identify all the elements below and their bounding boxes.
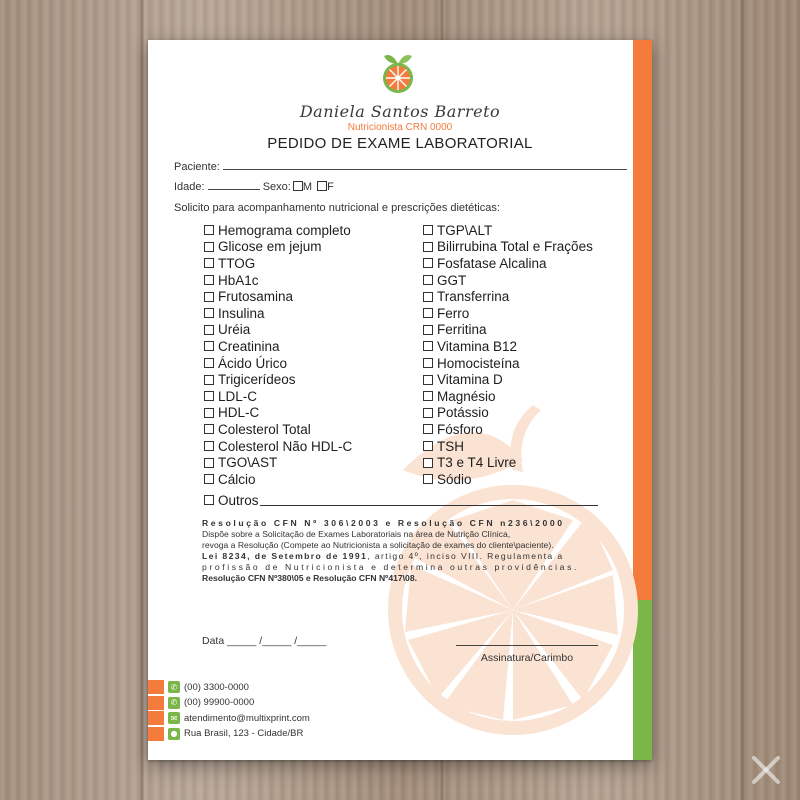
exam-label: Bilirrubina Total e Frações: [437, 239, 593, 255]
exam-checkbox[interactable]: [204, 292, 214, 302]
exam-label: Fósforo: [437, 421, 483, 437]
signature-line[interactable]: [456, 645, 598, 646]
exam-checkbox[interactable]: [423, 358, 433, 368]
contact-text: atendimento@multixprint.com: [184, 712, 310, 724]
exam-item[interactable]: [423, 388, 593, 405]
whatsapp-icon: ✆: [168, 697, 180, 709]
exam-item[interactable]: [204, 272, 352, 289]
contact-accent-block: [148, 696, 164, 710]
exam-item[interactable]: [204, 388, 352, 405]
contact-item[interactable]: [148, 727, 303, 741]
exam-checkbox[interactable]: [423, 341, 433, 351]
exam-item[interactable]: [204, 454, 352, 471]
exam-checkbox[interactable]: [204, 495, 214, 505]
exam-label: Transferrina: [437, 289, 510, 305]
exam-label: Trigicerídeos: [218, 372, 296, 388]
exam-label: Outros: [218, 492, 259, 508]
law-text: , artigo 4º, inciso VIII. Regulamenta a: [367, 551, 564, 561]
outros-input-line[interactable]: [260, 494, 598, 506]
exam-label: HbA1c: [218, 272, 259, 288]
request-intro: Solicito para acompanhamento nutricional e prescrições dietéticas:: [174, 202, 500, 214]
resolution-line: Resolução CFN Nº 306\2003 e Resolução CFN n236\2000: [202, 518, 565, 528]
exam-item[interactable]: [204, 405, 352, 422]
exam-list-right: [423, 222, 593, 488]
exam-label: TGP\ALT: [437, 222, 493, 238]
exam-checkbox[interactable]: [204, 474, 214, 484]
resolution-line: profissão de Nutricionista e determina outras providências.: [202, 562, 579, 572]
sex-f-checkbox[interactable]: [317, 181, 327, 191]
contact-item[interactable]: [148, 711, 310, 725]
prescription-sheet: [148, 40, 652, 760]
contact-item[interactable]: [148, 680, 249, 694]
exam-checkbox[interactable]: [423, 225, 433, 235]
patient-field[interactable]: [174, 160, 627, 173]
phone-icon: ✆: [168, 681, 180, 693]
age-label: Idade:: [174, 181, 205, 193]
exam-label: Homocisteína: [437, 355, 520, 371]
exam-label: T3 e T4 Livre: [437, 455, 517, 471]
exam-label: Magnésio: [437, 388, 496, 404]
exam-item[interactable]: [423, 272, 593, 289]
contact-accent-block: [148, 680, 164, 694]
resolution-line: [202, 551, 602, 562]
resolution-line: Resolução CFN Nº380\05 e Resolução CFN Nº417\08.: [202, 573, 417, 583]
exam-item[interactable]: [423, 454, 593, 471]
exam-checkbox[interactable]: [204, 242, 214, 252]
exam-label: Creatinina: [218, 338, 280, 354]
exam-item-outros[interactable]: [204, 492, 598, 509]
exam-checkbox[interactable]: [423, 391, 433, 401]
exam-checkbox[interactable]: [204, 424, 214, 434]
date-field[interactable]: Data _____ /_____ /_____: [202, 635, 327, 647]
exam-item[interactable]: [204, 338, 352, 355]
exam-checkbox[interactable]: [423, 292, 433, 302]
exam-checkbox[interactable]: [423, 408, 433, 418]
exam-checkbox[interactable]: [204, 375, 214, 385]
exam-checkbox[interactable]: [423, 242, 433, 252]
exam-label: Cálcio: [218, 471, 256, 487]
exam-label: LDL-C: [218, 388, 258, 404]
exam-item[interactable]: [423, 421, 593, 438]
age-sex-row: [174, 180, 334, 193]
doctor-crn: Nutricionista CRN 0000: [347, 122, 453, 133]
signature-label: Assinatura/Carimbo: [480, 652, 574, 664]
exam-label: Vitamina D: [437, 372, 503, 388]
exam-label: Colesterol Não HDL-C: [218, 438, 353, 454]
exam-checkbox[interactable]: [423, 275, 433, 285]
exam-checkbox[interactable]: [423, 325, 433, 335]
patient-label: Paciente:: [174, 161, 220, 173]
exam-item[interactable]: [423, 355, 593, 372]
brand-watermark-icon: [748, 752, 784, 788]
exam-item[interactable]: [204, 438, 352, 455]
exam-item[interactable]: [204, 222, 352, 239]
exam-label: Ferro: [437, 305, 470, 321]
exam-checkbox[interactable]: [204, 325, 214, 335]
exam-item[interactable]: [204, 322, 352, 339]
exam-checkbox[interactable]: [423, 424, 433, 434]
exam-item[interactable]: [204, 371, 352, 388]
exam-label: HDL-C: [218, 405, 260, 421]
contact-text: Rua Brasil, 123 - Cidade/BR: [184, 728, 304, 739]
resolution-text: [202, 518, 602, 584]
exam-label: Hemograma completo: [218, 222, 351, 238]
exam-checkbox[interactable]: [423, 441, 433, 451]
exam-checkbox[interactable]: [423, 474, 433, 484]
age-input-line[interactable]: [208, 180, 260, 190]
exam-label: TSH: [437, 438, 464, 454]
exam-label: TTOG: [218, 255, 256, 271]
exam-checkbox[interactable]: [204, 408, 214, 418]
exam-label: Frutosamina: [218, 289, 294, 305]
exam-item[interactable]: [423, 371, 593, 388]
exam-item[interactable]: [423, 405, 593, 422]
exam-label: Potássio: [437, 405, 489, 421]
orange-logo-icon: [380, 50, 416, 94]
exam-label: Ácido Úrico: [218, 355, 288, 371]
exam-checkbox[interactable]: [204, 358, 214, 368]
exam-item[interactable]: [204, 288, 352, 305]
page-title: PEDIDO DE EXAME LABORATORIAL: [267, 135, 533, 152]
exam-checkbox[interactable]: [423, 458, 433, 468]
patient-input-line[interactable]: [223, 160, 627, 170]
location-icon: ●: [168, 728, 180, 740]
exam-label: Colesterol Total: [218, 421, 311, 437]
exam-list-left: [204, 222, 352, 488]
exam-item[interactable]: [423, 438, 593, 455]
exam-checkbox[interactable]: [204, 275, 214, 285]
exam-item[interactable]: [423, 222, 593, 239]
exam-checkbox[interactable]: [204, 258, 214, 268]
exam-checkbox[interactable]: [423, 308, 433, 318]
exam-item[interactable]: [423, 338, 593, 355]
exam-item[interactable]: [204, 239, 352, 256]
exam-label: Uréia: [218, 322, 251, 338]
exam-item[interactable]: [423, 255, 593, 272]
sex-m-checkbox[interactable]: [293, 181, 303, 191]
exam-checkbox[interactable]: [204, 441, 214, 451]
exam-checkbox[interactable]: [204, 458, 214, 468]
exam-checkbox[interactable]: [423, 258, 433, 268]
sex-m-label: M: [302, 181, 313, 193]
email-icon: ✉: [168, 712, 180, 724]
law-reference: Lei 8234, de Setembro de 1991: [202, 551, 368, 561]
contact-text: (00) 3300-0000: [184, 681, 249, 693]
sex-f-label: F: [327, 181, 334, 193]
contact-accent-block: [148, 727, 164, 741]
exam-label: TGO\AST: [218, 455, 278, 471]
exam-item[interactable]: [204, 305, 352, 322]
exam-label: Sódio: [437, 471, 472, 487]
exam-item[interactable]: [204, 255, 352, 272]
exam-item[interactable]: [204, 355, 352, 372]
resolution-line: revoga a Resolução (Compete ao Nutricionista a solicitação de exames do cliente\paciente).: [202, 540, 554, 550]
contact-text: (00) 99900-0000: [184, 697, 255, 708]
doctor-name: Daniela Santos Barreto: [299, 102, 501, 121]
exam-label: Vitamina B12: [437, 338, 518, 354]
exam-item[interactable]: [423, 322, 593, 339]
exam-item[interactable]: [423, 288, 593, 305]
resolution-line: Dispõe sobre a Solicitação de Exames Laboratoriais na área de Nutrição Clínica,: [202, 529, 511, 539]
exam-label: Fosfatase Alcalina: [437, 255, 547, 271]
exam-checkbox[interactable]: [423, 375, 433, 385]
exam-label: Insulina: [218, 305, 265, 321]
exam-checkbox[interactable]: [204, 391, 214, 401]
contact-item[interactable]: [148, 696, 254, 710]
exam-label: Ferritina: [437, 322, 487, 338]
exam-item[interactable]: [204, 421, 352, 438]
exam-checkbox[interactable]: [204, 308, 214, 318]
exam-item[interactable]: [423, 471, 593, 488]
exam-item[interactable]: [204, 471, 352, 488]
exam-label: GGT: [437, 272, 467, 288]
exam-label: Glicose em jejum: [218, 239, 322, 255]
exam-checkbox[interactable]: [204, 341, 214, 351]
sex-label: Sexo:: [262, 181, 291, 193]
exam-item[interactable]: [423, 239, 593, 256]
exam-checkbox[interactable]: [204, 225, 214, 235]
contact-accent-block: [148, 711, 164, 725]
exam-item[interactable]: [423, 305, 593, 322]
